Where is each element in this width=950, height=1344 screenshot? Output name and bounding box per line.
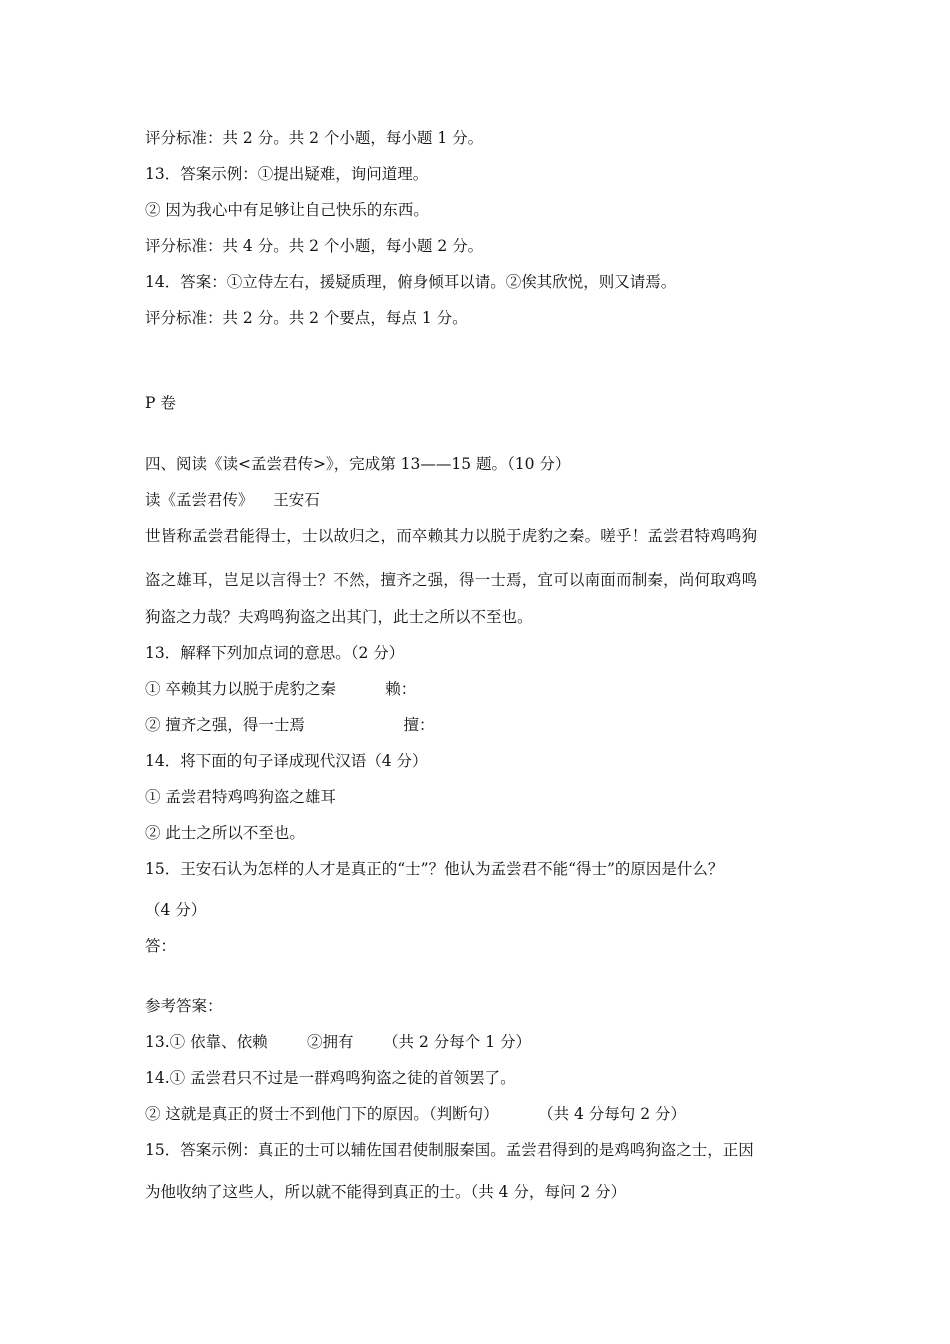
question-15: 15．王安石认为怎样的人才是真正的“士”？他认为孟尝君不能“得士”的原因是什么？: [145, 860, 724, 878]
scoring-standard-line: 评分标准：共 2 分。共 2 个小题，每小题 1 分。: [145, 129, 484, 147]
answer-13-line: 13．答案示例：①提出疑难，询问道理。: [145, 165, 429, 183]
passage-line: 世皆称孟尝君能得士，士以故归之，而卒赖其力以脱于虎豹之秦。嗟乎！孟尝君特鸡鸣狗: [145, 527, 758, 545]
question-13-item-1: ① 卒赖其力以脱于虎豹之秦 赖：: [145, 680, 417, 698]
reference-answer-15-cont: 为他收纳了这些人，所以就不能得到真正的士。（共 4 分，每问 2 分）: [145, 1183, 627, 1201]
answer-label: 答：: [145, 937, 177, 955]
question-14-item-2: ② 此士之所以不至也。: [145, 824, 305, 842]
passage-title: 读《孟尝君传》 王安石: [145, 491, 320, 509]
question-15-points: （4 分）: [145, 901, 207, 919]
reference-answer-14-item-1: 14.① 孟尝君只不过是一群鸡鸣狗盗之徒的首领罢了。: [145, 1069, 516, 1087]
reference-answer-14-item-2: ② 这就是真正的贤士不到他门下的原因。（判断句） （共 4 分每句 2 分）: [145, 1105, 687, 1123]
reference-answer-heading: 参考答案：: [145, 997, 223, 1015]
question-14-item-1: ① 孟尝君特鸡鸣狗盗之雄耳: [145, 788, 336, 806]
question-13: 13．解释下列加点词的意思。（2 分）: [145, 644, 405, 662]
passage-line: 狗盗之力哉？夫鸡鸣狗盗之出其门，此士之所以不至也。: [145, 608, 533, 626]
answer-14-line: 14．答案：①立侍左右，援疑质理，俯身倾耳以请。②俟其欣悦，则又请焉。: [145, 273, 677, 291]
scoring-standard-line: 评分标准：共 4 分。共 2 个小题，每小题 2 分。: [145, 237, 484, 255]
passage-line: 盗之雄耳，岂足以言得士？不然，擅齐之强，得一士焉，宜可以南面而制秦，尚何取鸡鸣: [145, 571, 758, 589]
question-14: 14．将下面的句子译成现代汉语（4 分）: [145, 752, 428, 770]
scoring-standard-line: 评分标准：共 2 分。共 2 个要点，每点 1 分。: [145, 309, 468, 327]
reference-answer-13: 13.① 依靠、依赖 ②拥有 （共 2 分每个 1 分）: [145, 1033, 531, 1051]
question-heading: 四、阅读《读<孟尝君传>》，完成第 13——15 题。（10 分）: [145, 455, 571, 473]
section-heading: P 卷: [145, 394, 176, 412]
answer-13-item-2: ② 因为我心中有足够让自己快乐的东西。: [145, 201, 429, 219]
question-13-item-2: ② 擅齐之强，得一士焉 擅：: [145, 716, 435, 734]
reference-answer-15: 15．答案示例：真正的士可以辅佐国君使制服秦国。孟尝君得到的是鸡鸣狗盗之士，正因: [145, 1141, 754, 1159]
